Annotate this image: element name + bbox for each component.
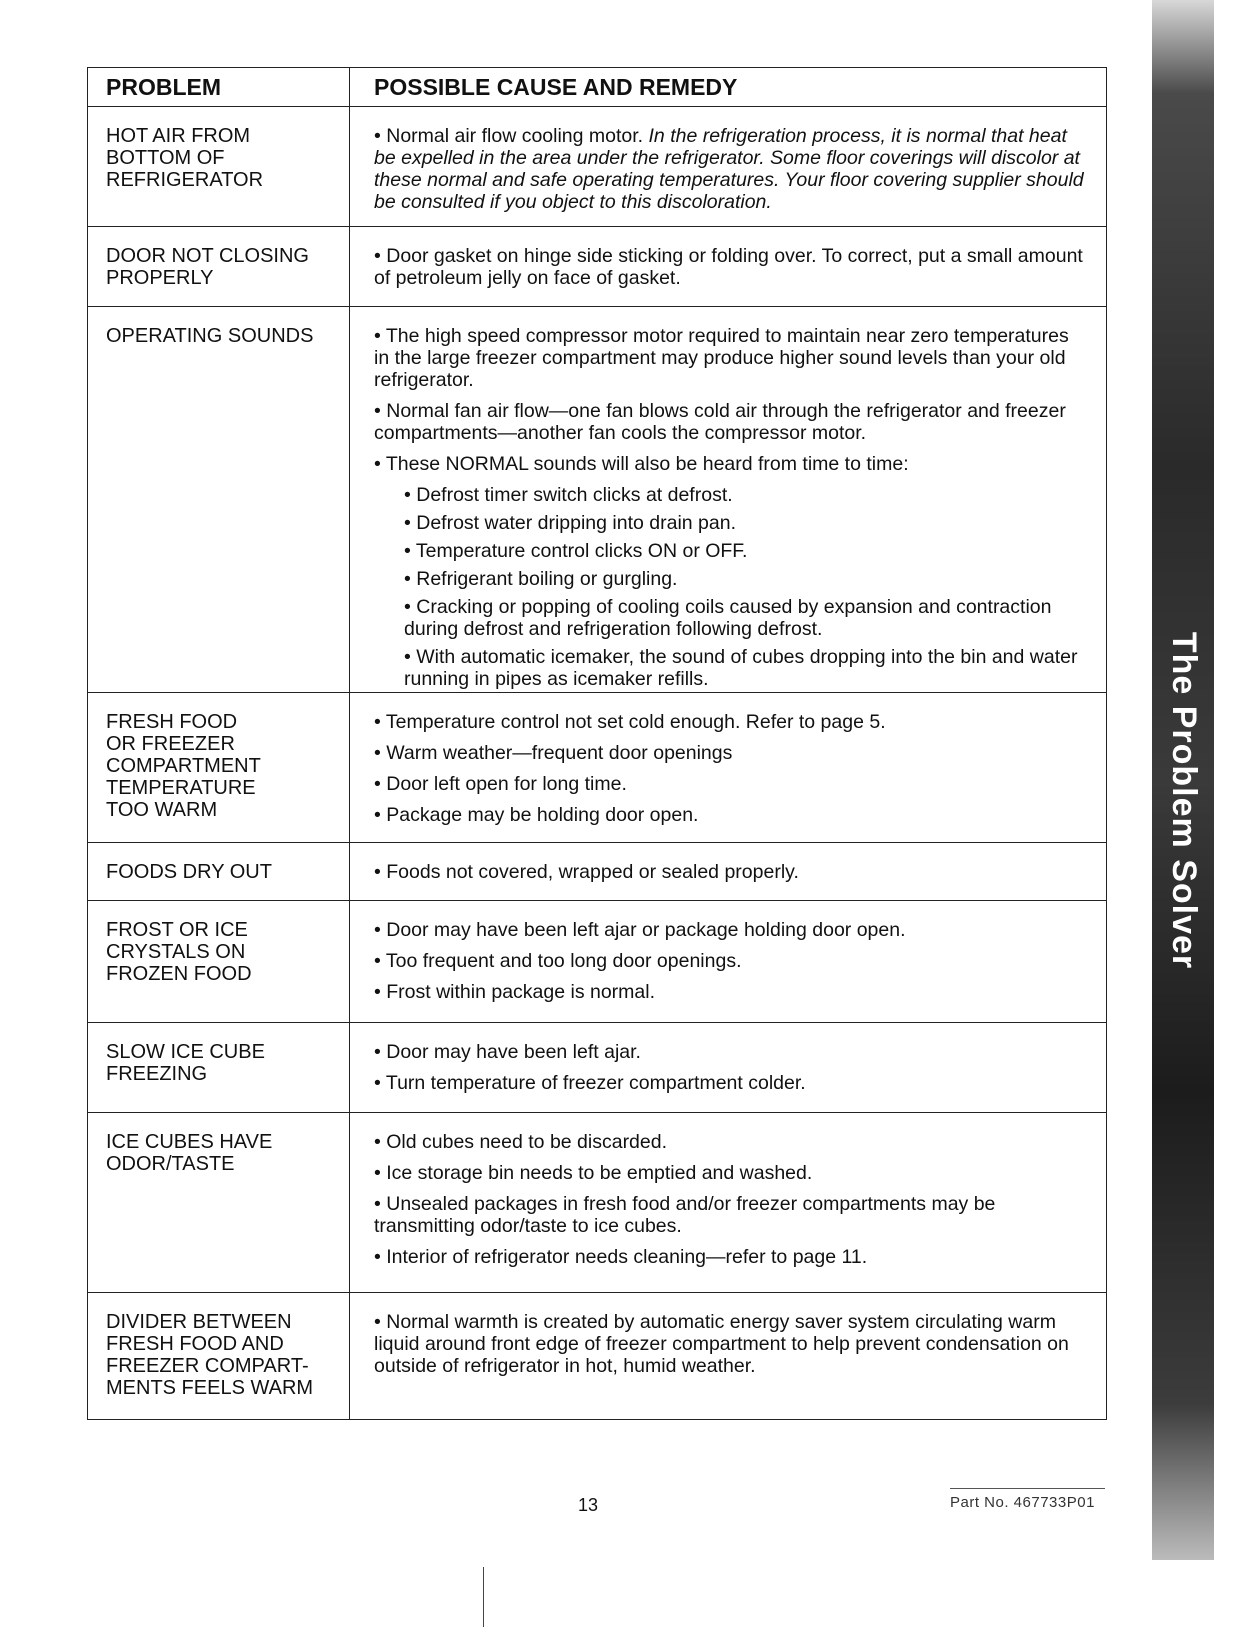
remedy-cell	[350, 901, 1106, 1022]
remedy-item: • Package may be holding door open.	[374, 804, 699, 826]
remedy-item: • Turn temperature of freezer compartment colder.	[374, 1072, 806, 1094]
problem-line: BOTTOM OF	[106, 147, 225, 169]
remedy-cell	[350, 1023, 1106, 1112]
remedy-subitem: • Cracking or popping of cooling coils caused by expansion and contraction during defrost and refrigeration following defrost.	[404, 596, 1052, 640]
problem-line: FROZEN FOOD	[106, 963, 252, 985]
problem-line: TEMPERATURE	[106, 777, 256, 799]
page-number: 13	[578, 1495, 599, 1515]
remedy-item: • Frost within package is normal.	[374, 981, 656, 1003]
table-row	[88, 1292, 1106, 1419]
remedy-subitem: • Defrost water dripping into drain pan.	[404, 512, 737, 534]
problem-line: REFRIGERATOR	[106, 169, 264, 191]
problem-line: FOODS DRY OUT	[106, 861, 272, 883]
table-row	[88, 226, 1106, 306]
problem-line: HOT AIR FROM	[106, 125, 251, 147]
problem-cell	[88, 1023, 350, 1112]
remedy-subitem: • With automatic icemaker, the sound of cubes dropping into the bin and water running in pipes as icemaker refills.	[404, 646, 1078, 690]
part-number: Part No. 467733P01	[950, 1494, 1095, 1511]
problem-line: MENTS FEELS WARM	[106, 1377, 314, 1399]
problem-cell	[88, 107, 350, 226]
binding-mark	[483, 1567, 484, 1627]
remedy-item: • The high speed compressor motor required to maintain near zero temperatures in the large freezer compartment may produce higher sound levels than your old refrigerator.	[374, 325, 1069, 391]
remedy-cell	[350, 1113, 1106, 1292]
remedy-item: • Foods not covered, wrapped or sealed properly.	[374, 861, 799, 883]
side-tab-label-wrap	[1160, 600, 1208, 1000]
problem-line: FROST OR ICE	[106, 919, 248, 941]
table-row	[88, 842, 1106, 900]
remedy-cell	[350, 307, 1106, 692]
problem-line: DOOR NOT CLOSING	[106, 245, 309, 267]
remedy-item: • Old cubes need to be discarded.	[374, 1131, 668, 1153]
remedy-column-header: POSSIBLE CAUSE AND REMEDY	[374, 74, 738, 100]
problem-line: FRESH FOOD AND	[106, 1333, 284, 1355]
remedy-item: • These NORMAL sounds will also be heard from time to time:	[374, 453, 909, 475]
problem-line: TOO WARM	[106, 799, 218, 821]
table-row	[88, 900, 1106, 1022]
side-tab-title: The Problem Solver	[1165, 631, 1204, 969]
problem-line: FREEZER COMPART-	[106, 1355, 309, 1377]
table-row	[88, 306, 1106, 692]
problem-line: ICE CUBES HAVE	[106, 1131, 273, 1153]
problem-line: SLOW ICE CUBE	[106, 1041, 265, 1063]
remedy-cell	[350, 227, 1106, 306]
remedy-subitem: • Temperature control clicks ON or OFF.	[404, 540, 748, 562]
problem-line: FREEZING	[106, 1063, 208, 1085]
remedy-item: • Normal fan air flow—one fan blows cold air through the refrigerator and freezer compartments—another fan cools the compressor motor.	[374, 400, 1066, 444]
remedy-item: • Door left open for long time.	[374, 773, 627, 795]
table-row	[88, 1022, 1106, 1112]
problem-cell	[88, 693, 350, 842]
problem-column-header: PROBLEM	[88, 68, 350, 106]
remedy-cell	[350, 1293, 1106, 1419]
remedy-item: • Door may have been left ajar or package holding door open.	[374, 919, 906, 941]
problem-line: ODOR/TASTE	[106, 1153, 235, 1175]
remedy-item: • Door may have been left ajar.	[374, 1041, 641, 1063]
remedy-lead: • Normal air flow cooling motor.	[374, 125, 649, 147]
problem-cell	[88, 901, 350, 1022]
problem-cell	[88, 843, 350, 900]
table-row	[88, 1112, 1106, 1292]
remedy-item	[374, 125, 1088, 213]
remedy-item: • Door gasket on hinge side sticking or folding over. To correct, put a small amount of petroleum jelly on face of gasket.	[374, 245, 1083, 289]
problem-cell	[88, 227, 350, 306]
troubleshooting-table	[87, 67, 1107, 1420]
footer-divider	[950, 1488, 1105, 1489]
problem-line: CRYSTALS ON	[106, 941, 246, 963]
problem-line: OPERATING SOUNDS	[106, 325, 314, 347]
remedy-cell	[350, 693, 1106, 842]
remedy-item: • Too frequent and too long door openings.	[374, 950, 742, 972]
problem-line: OR FREEZER	[106, 733, 235, 755]
remedy-subitem: • Defrost timer switch clicks at defrost.	[404, 484, 733, 506]
remedy-cell	[350, 843, 1106, 900]
remedy-italic-note: In the refrigeration process, it is normal that heat be expelled in the area under the refrigerator. Some floor coverings will discolor at these normal and safe operating temperatures. Your floor covering supplier should be consulted if you object to this discoloration.	[374, 125, 1084, 213]
remedy-item: • Warm weather—frequent door openings	[374, 742, 733, 764]
problem-cell	[88, 1293, 350, 1419]
table-row	[88, 106, 1106, 226]
problem-cell	[88, 1113, 350, 1292]
remedy-item: • Unsealed packages in fresh food and/or freezer compartments may be transmitting odor/taste to ice cubes.	[374, 1193, 996, 1237]
remedy-cell	[350, 107, 1106, 226]
remedy-item: • Ice storage bin needs to be emptied and washed.	[374, 1162, 813, 1184]
remedy-item: • Normal warmth is created by automatic energy saver system circulating warm liquid around front edge of freezer compartment to help prevent condensation on outside of refrigerator in hot, humid weather.	[374, 1311, 1069, 1377]
table-header	[88, 68, 1106, 106]
remedy-item: • Interior of refrigerator needs cleaning—refer to page 11.	[374, 1246, 868, 1268]
problem-line: FRESH FOOD	[106, 711, 238, 733]
table-row	[88, 692, 1106, 842]
problem-line: PROPERLY	[106, 267, 214, 289]
problem-line: COMPARTMENT	[106, 755, 261, 777]
remedy-subitem: • Refrigerant boiling or gurgling.	[404, 568, 678, 590]
problem-line: DIVIDER BETWEEN	[106, 1311, 292, 1333]
remedy-item: • Temperature control not set cold enough. Refer to page 5.	[374, 711, 886, 733]
problem-cell	[88, 307, 350, 692]
